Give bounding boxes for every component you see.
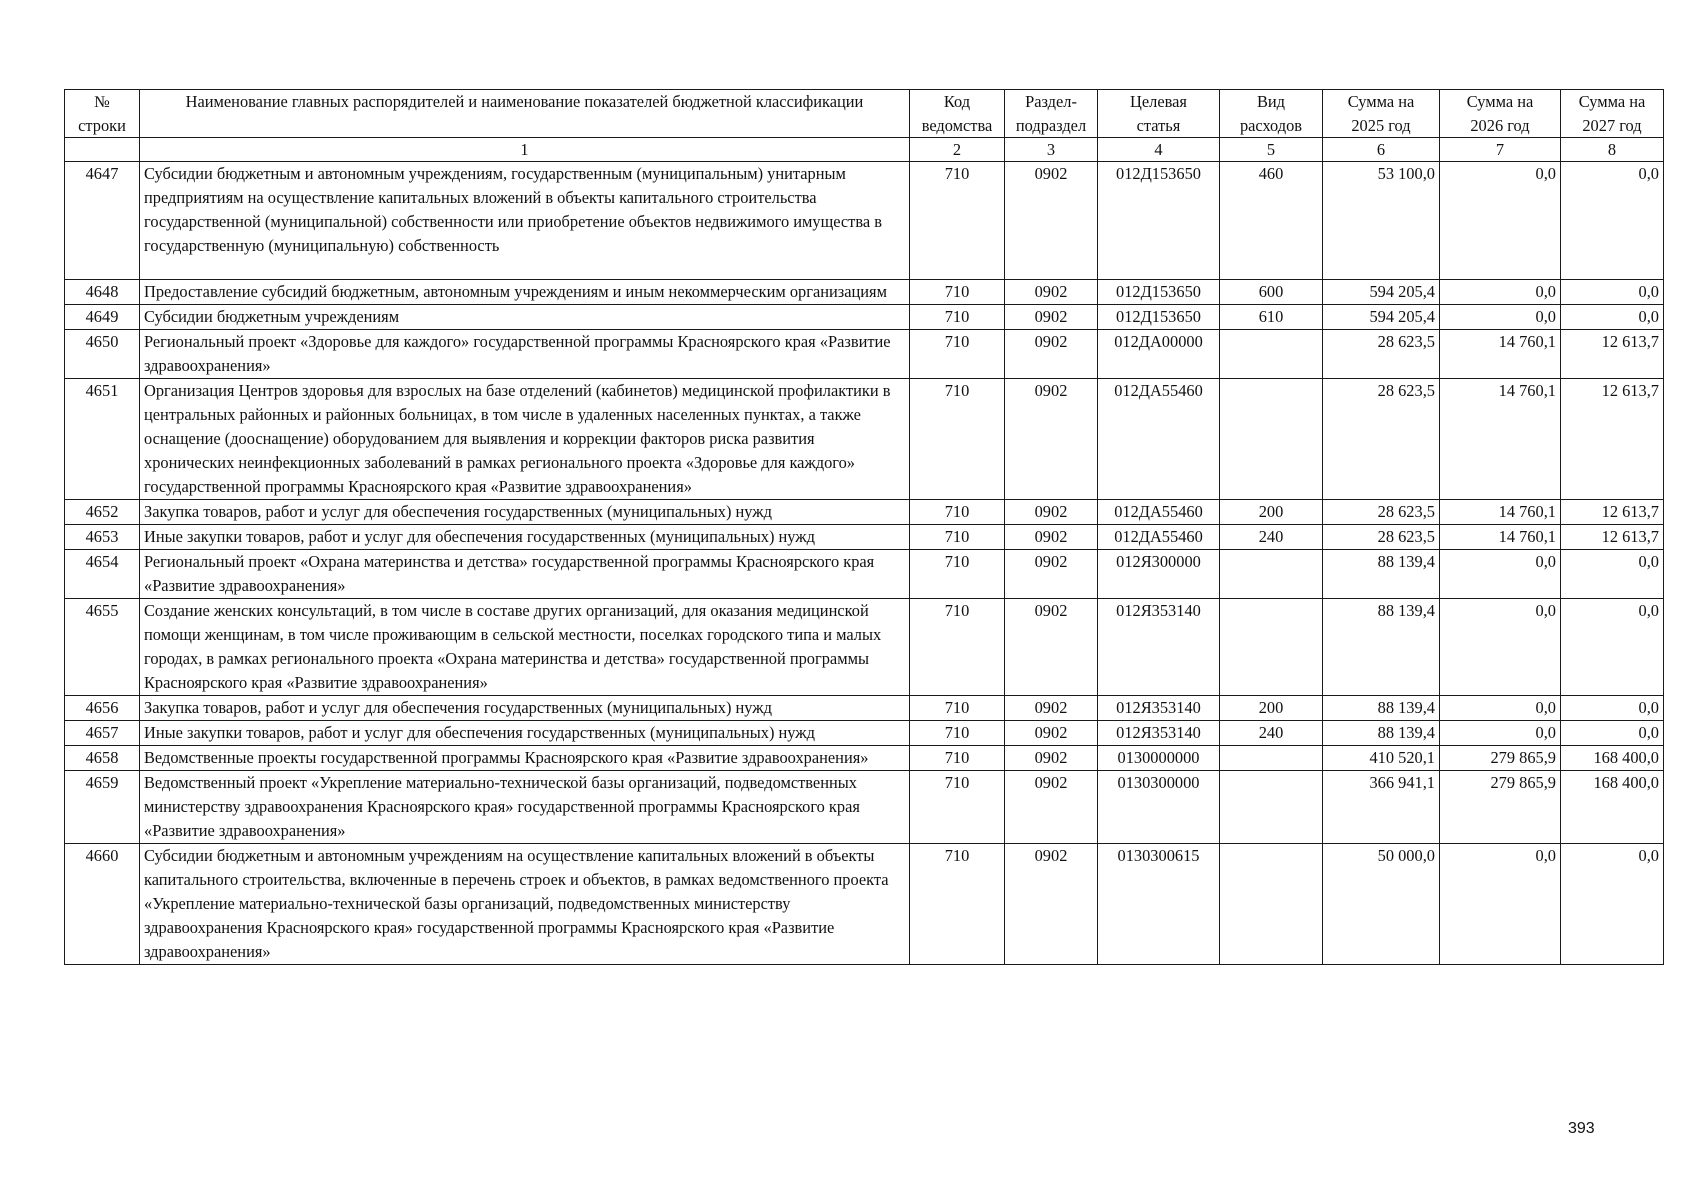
row-sum-2025: 88 139,4 xyxy=(1323,550,1440,599)
table-row xyxy=(65,525,1664,550)
row-kind: 200 xyxy=(1220,500,1323,525)
row-code: 710 xyxy=(910,771,1005,844)
row-code: 710 xyxy=(910,330,1005,379)
row-sum-2026: 0,0 xyxy=(1440,844,1561,965)
row-number: 4659 xyxy=(65,771,140,844)
column-number: 4 xyxy=(1098,138,1220,162)
row-number: 4650 xyxy=(65,330,140,379)
table-body xyxy=(65,162,1664,965)
row-target: 012Д153650 xyxy=(1098,162,1220,280)
row-name: Ведомственные проекты государственной программы Красноярского края «Развитие здравоохранения» xyxy=(140,746,910,771)
row-target: 012ДА55460 xyxy=(1098,379,1220,500)
row-number: 4657 xyxy=(65,721,140,746)
budget-table xyxy=(64,89,1664,965)
row-target: 012Д153650 xyxy=(1098,305,1220,330)
row-section: 0902 xyxy=(1005,599,1098,696)
column-numbers-row xyxy=(65,138,1664,162)
header-row-no: № строки xyxy=(65,90,140,138)
row-sum-2025: 53 100,0 xyxy=(1323,162,1440,280)
row-sum-2026: 14 760,1 xyxy=(1440,525,1561,550)
row-name: Организация Центров здоровья для взрослых на базе отделений (кабинетов) медицинской профилактики в центральных районных и районных больницах, в том числе в удаленных населенных пунктах, а также оснащение (дооснащение) оборудованием для выявления и коррекции факторов риска развития хронических неинфекционных заболеваний в рамках регионального проекта «Здоровье для каждого» государственной программы Красноярского края «Развитие здравоохранения» xyxy=(140,379,910,500)
row-sum-2027: 12 613,7 xyxy=(1561,500,1664,525)
column-number: 3 xyxy=(1005,138,1098,162)
row-kind xyxy=(1220,379,1323,500)
row-code: 710 xyxy=(910,721,1005,746)
row-kind: 460 xyxy=(1220,162,1323,280)
row-section: 0902 xyxy=(1005,305,1098,330)
row-number: 4655 xyxy=(65,599,140,696)
row-sum-2026: 279 865,9 xyxy=(1440,746,1561,771)
row-code: 710 xyxy=(910,550,1005,599)
row-code: 710 xyxy=(910,305,1005,330)
row-sum-2026: 0,0 xyxy=(1440,550,1561,599)
column-number: 7 xyxy=(1440,138,1561,162)
row-name: Субсидии бюджетным и автономным учреждениям, государственным (муниципальным) унитарным предприятиям на осуществление капитальных вложений в объекты капитального строительства государственной (муниципальной) собственности или приобретение объектов недвижимого имущества в государственную (муниципальную) собственность xyxy=(140,162,910,280)
row-section: 0902 xyxy=(1005,771,1098,844)
row-sum-2027: 0,0 xyxy=(1561,162,1664,280)
column-number: 8 xyxy=(1561,138,1664,162)
row-sum-2027: 0,0 xyxy=(1561,844,1664,965)
row-name: Предоставление субсидий бюджетным, автономным учреждениям и иным некоммерческим организациям xyxy=(140,280,910,305)
row-sum-2027: 12 613,7 xyxy=(1561,330,1664,379)
row-code: 710 xyxy=(910,379,1005,500)
table-row xyxy=(65,162,1664,280)
row-sum-2026: 0,0 xyxy=(1440,280,1561,305)
column-number: 5 xyxy=(1220,138,1323,162)
row-sum-2027: 0,0 xyxy=(1561,599,1664,696)
table-row xyxy=(65,305,1664,330)
row-name: Региональный проект «Здоровье для каждого» государственной программы Красноярского края «Развитие здравоохранения» xyxy=(140,330,910,379)
row-kind xyxy=(1220,550,1323,599)
row-code: 710 xyxy=(910,599,1005,696)
row-target: 012Я353140 xyxy=(1098,599,1220,696)
row-kind xyxy=(1220,330,1323,379)
row-sum-2025: 50 000,0 xyxy=(1323,844,1440,965)
row-name: Субсидии бюджетным и автономным учреждениям на осуществление капитальных вложений в объекты капитального строительства, включенные в перечень строек и объектов, в рамках ведомственного проекта «Укрепление материально-технической базы организаций, подведомственных министерству здравоохранения Красноярского края» государственной программы Красноярского края «Развитие здравоохранения» xyxy=(140,844,910,965)
header-sum-2026: Сумма на 2026 год xyxy=(1440,90,1561,138)
row-sum-2025: 88 139,4 xyxy=(1323,696,1440,721)
row-sum-2027: 0,0 xyxy=(1561,550,1664,599)
row-sum-2025: 410 520,1 xyxy=(1323,746,1440,771)
table-row xyxy=(65,844,1664,965)
row-section: 0902 xyxy=(1005,721,1098,746)
row-sum-2027: 0,0 xyxy=(1561,280,1664,305)
row-target: 012ДА55460 xyxy=(1098,500,1220,525)
column-number: 6 xyxy=(1323,138,1440,162)
row-kind: 240 xyxy=(1220,525,1323,550)
row-sum-2025: 28 623,5 xyxy=(1323,500,1440,525)
page-number: 393 xyxy=(1568,1120,1595,1137)
table-row xyxy=(65,379,1664,500)
row-name: Закупка товаров, работ и услуг для обеспечения государственных (муниципальных) нужд xyxy=(140,500,910,525)
row-sum-2025: 88 139,4 xyxy=(1323,721,1440,746)
row-name: Иные закупки товаров, работ и услуг для обеспечения государственных (муниципальных) нужд xyxy=(140,525,910,550)
column-number: 2 xyxy=(910,138,1005,162)
header-target: Целевая статья xyxy=(1098,90,1220,138)
row-sum-2027: 168 400,0 xyxy=(1561,746,1664,771)
row-sum-2026: 0,0 xyxy=(1440,599,1561,696)
row-target: 012ДА55460 xyxy=(1098,525,1220,550)
table-row xyxy=(65,280,1664,305)
row-section: 0902 xyxy=(1005,746,1098,771)
header-name: Наименование главных распорядителей и наименование показателей бюджетной классификации xyxy=(140,90,910,138)
header-sum-2025: Сумма на 2025 год xyxy=(1323,90,1440,138)
row-sum-2027: 0,0 xyxy=(1561,305,1664,330)
row-sum-2027: 12 613,7 xyxy=(1561,379,1664,500)
table-header xyxy=(65,90,1664,162)
table-row xyxy=(65,500,1664,525)
row-code: 710 xyxy=(910,844,1005,965)
row-kind xyxy=(1220,844,1323,965)
table-row xyxy=(65,550,1664,599)
row-kind: 240 xyxy=(1220,721,1323,746)
row-section: 0902 xyxy=(1005,280,1098,305)
row-number: 4651 xyxy=(65,379,140,500)
row-section: 0902 xyxy=(1005,844,1098,965)
row-sum-2026: 0,0 xyxy=(1440,696,1561,721)
row-sum-2025: 28 623,5 xyxy=(1323,525,1440,550)
row-code: 710 xyxy=(910,162,1005,280)
row-section: 0902 xyxy=(1005,696,1098,721)
row-number: 4647 xyxy=(65,162,140,280)
row-target: 0130000000 xyxy=(1098,746,1220,771)
row-target: 012Я353140 xyxy=(1098,696,1220,721)
row-sum-2026: 14 760,1 xyxy=(1440,330,1561,379)
row-sum-2026: 14 760,1 xyxy=(1440,379,1561,500)
row-sum-2026: 0,0 xyxy=(1440,721,1561,746)
row-kind xyxy=(1220,771,1323,844)
row-number: 4658 xyxy=(65,746,140,771)
row-section: 0902 xyxy=(1005,550,1098,599)
row-kind: 610 xyxy=(1220,305,1323,330)
row-section: 0902 xyxy=(1005,500,1098,525)
row-name: Иные закупки товаров, работ и услуг для обеспечения государственных (муниципальных) нужд xyxy=(140,721,910,746)
row-sum-2026: 0,0 xyxy=(1440,162,1561,280)
table-row xyxy=(65,599,1664,696)
row-kind xyxy=(1220,599,1323,696)
row-target: 0130300615 xyxy=(1098,844,1220,965)
row-number: 4649 xyxy=(65,305,140,330)
row-code: 710 xyxy=(910,280,1005,305)
row-sum-2025: 28 623,5 xyxy=(1323,330,1440,379)
row-code: 710 xyxy=(910,696,1005,721)
row-name: Субсидии бюджетным учреждениям xyxy=(140,305,910,330)
row-sum-2027: 0,0 xyxy=(1561,696,1664,721)
row-target: 012Я300000 xyxy=(1098,550,1220,599)
row-sum-2025: 88 139,4 xyxy=(1323,599,1440,696)
header-row xyxy=(65,90,1664,138)
table-row xyxy=(65,696,1664,721)
row-section: 0902 xyxy=(1005,330,1098,379)
row-sum-2025: 366 941,1 xyxy=(1323,771,1440,844)
row-number: 4648 xyxy=(65,280,140,305)
row-sum-2026: 14 760,1 xyxy=(1440,500,1561,525)
table-row xyxy=(65,721,1664,746)
row-section: 0902 xyxy=(1005,379,1098,500)
row-code: 710 xyxy=(910,746,1005,771)
row-sum-2027: 12 613,7 xyxy=(1561,525,1664,550)
row-sum-2026: 279 865,9 xyxy=(1440,771,1561,844)
row-section: 0902 xyxy=(1005,162,1098,280)
table-row xyxy=(65,771,1664,844)
row-number: 4660 xyxy=(65,844,140,965)
row-name: Ведомственный проект «Укрепление материально-технической базы организаций, подведомственных министерству здравоохранения Красноярского края» государственной программы Красноярского края «Развитие здравоохранения» xyxy=(140,771,910,844)
header-kind: Вид расходов xyxy=(1220,90,1323,138)
row-name: Закупка товаров, работ и услуг для обеспечения государственных (муниципальных) нужд xyxy=(140,696,910,721)
row-sum-2027: 0,0 xyxy=(1561,721,1664,746)
row-number: 4654 xyxy=(65,550,140,599)
column-number xyxy=(65,138,140,162)
row-kind: 600 xyxy=(1220,280,1323,305)
row-kind: 200 xyxy=(1220,696,1323,721)
row-code: 710 xyxy=(910,525,1005,550)
header-sum-2027: Сумма на 2027 год xyxy=(1561,90,1664,138)
header-code: Код ведомства xyxy=(910,90,1005,138)
row-name: Региональный проект «Охрана материнства и детства» государственной программы Красноярского края «Развитие здравоохранения» xyxy=(140,550,910,599)
row-target: 012Я353140 xyxy=(1098,721,1220,746)
table-row xyxy=(65,330,1664,379)
row-sum-2026: 0,0 xyxy=(1440,305,1561,330)
row-section: 0902 xyxy=(1005,525,1098,550)
row-kind xyxy=(1220,746,1323,771)
column-number: 1 xyxy=(140,138,910,162)
table-row xyxy=(65,746,1664,771)
row-target: 012ДА00000 xyxy=(1098,330,1220,379)
header-section: Раздел- подраздел xyxy=(1005,90,1098,138)
row-target: 012Д153650 xyxy=(1098,280,1220,305)
row-name: Создание женских консультаций, в том числе в составе других организаций, для оказания медицинской помощи женщинам, в том числе проживающим в сельской местности, поселках городского типа и малых городах, в рамках регионального проекта «Охрана материнства и детства» государственной программы Красноярского края «Развитие здравоохранения» xyxy=(140,599,910,696)
row-sum-2025: 594 205,4 xyxy=(1323,305,1440,330)
row-number: 4652 xyxy=(65,500,140,525)
row-sum-2027: 168 400,0 xyxy=(1561,771,1664,844)
row-sum-2025: 28 623,5 xyxy=(1323,379,1440,500)
row-target: 0130300000 xyxy=(1098,771,1220,844)
row-number: 4653 xyxy=(65,525,140,550)
row-code: 710 xyxy=(910,500,1005,525)
row-sum-2025: 594 205,4 xyxy=(1323,280,1440,305)
row-number: 4656 xyxy=(65,696,140,721)
